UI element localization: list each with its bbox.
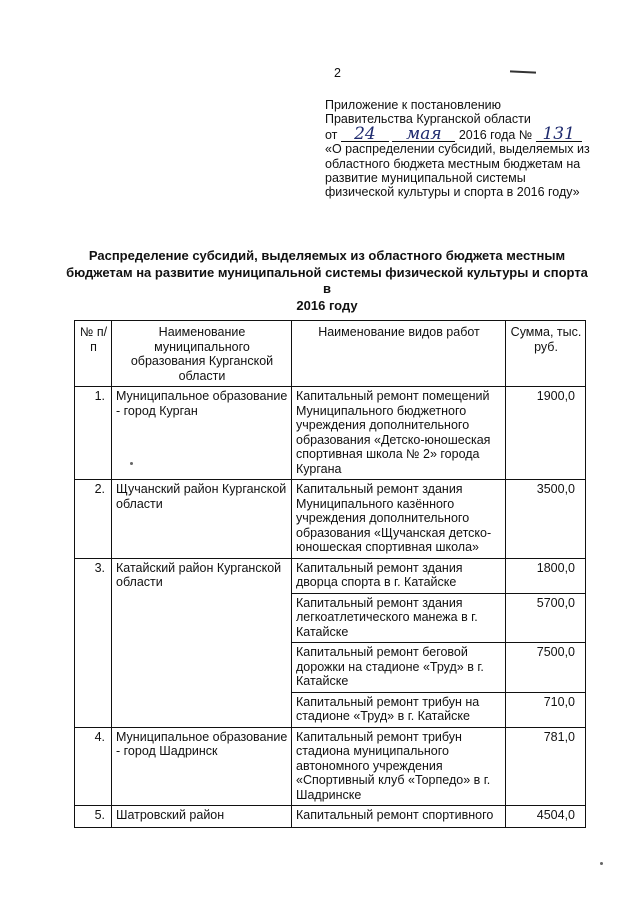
row-work: Капитальный ремонт помещений Муниципального бюджетного учреждения дополнительного образования «Детско-юношеская спортивная школа № 2» города Кургана [292, 387, 506, 480]
title-line-1: Распределение субсидий, выделяемых из областного бюджета местным [88, 248, 566, 263]
from-prefix: от [325, 127, 338, 142]
appendix-line-2: Правительства Курганской области [325, 112, 531, 127]
row-number: 2. [75, 480, 112, 559]
row-sum: 1900,0 [506, 387, 586, 480]
appendix-date-line [325, 123, 615, 144]
scan-speck [130, 462, 133, 465]
table-row [75, 727, 586, 806]
row-sum: 4504,0 [506, 806, 586, 828]
subsidy-table [74, 320, 586, 828]
title-line-3: 2016 году [296, 297, 358, 313]
page-number: 2 [334, 66, 341, 80]
header-number: № п/п [75, 321, 112, 387]
appendix-desc-2: областного бюджета местным бюджетам на [325, 156, 581, 171]
row-sum: 781,0 [506, 727, 586, 806]
row-work: Капитальный ремонт здания Муниципального казённого учреждения дополнительного образования «Щучанская детско-юношеская спортивная школа» [292, 480, 506, 559]
row-municipality: Катайский район Курганской области [112, 558, 292, 727]
row-municipality: Щучанский район Курганской области [112, 480, 292, 559]
appendix-desc-1: «О распределении субсидий, выделяемых из [325, 142, 590, 157]
handwritten-day: 24 [341, 127, 389, 142]
row-work: Капитальный ремонт спортивного [292, 806, 506, 828]
row-work: Капитальный ремонт трибун стадиона муниципального автономного учреждения «Спортивный клуб «Торпедо» в г. Шадринске [292, 727, 506, 806]
header-municipality: Наименование муниципального образования Курганской области [112, 321, 292, 387]
row-municipality: Шатровский район [112, 806, 292, 828]
appendix-line-1: Приложение к постановлению [325, 98, 501, 112]
appendix-desc-3: развитие муниципальной системы [325, 171, 526, 186]
row-work: Капитальный ремонт здания легкоатлетического манежа в г. Катайске [292, 593, 506, 643]
appendix-desc-4: физической культуры и спорта в 2016 году» [325, 185, 580, 200]
row-number: 5. [75, 806, 112, 828]
row-number: 1. [75, 387, 112, 480]
row-sum: 3500,0 [506, 480, 586, 559]
row-sum: 1800,0 [506, 558, 586, 593]
row-work: Капитальный ремонт трибун на стадионе «Труд» в г. Катайске [292, 692, 506, 727]
row-work: Капитальный ремонт здания дворца спорта в г. Катайске [292, 558, 506, 593]
row-number: 4. [75, 727, 112, 806]
document-title [62, 248, 592, 314]
row-number: 3. [75, 558, 112, 727]
appendix-block [325, 98, 615, 200]
header-sum: Сумма, тыс. руб. [506, 321, 586, 387]
table-row [75, 480, 586, 559]
table-header-row [75, 321, 586, 387]
header-work-type: Наименование видов работ [292, 321, 506, 387]
row-municipality: Муниципальное образование - город Шадринск [112, 727, 292, 806]
handwritten-month: мая [392, 127, 455, 142]
row-sum: 5700,0 [506, 593, 586, 643]
table-row [75, 387, 586, 480]
year-suffix: 2016 года № [458, 127, 533, 142]
title-line-2: бюджетам на развитие муниципальной системы физической культуры и спорта в [66, 264, 588, 296]
scan-speck [600, 862, 603, 865]
row-municipality: Муниципальное образование - город Курган [112, 387, 292, 480]
row-sum: 7500,0 [506, 643, 586, 693]
table-row [75, 806, 586, 828]
corner-mark [510, 70, 536, 73]
table-row [75, 558, 586, 593]
handwritten-doc-number: 131 [536, 127, 582, 142]
row-work: Капитальный ремонт беговой дорожки на стадионе «Труд» в г. Катайске [292, 643, 506, 693]
row-sum: 710,0 [506, 692, 586, 727]
